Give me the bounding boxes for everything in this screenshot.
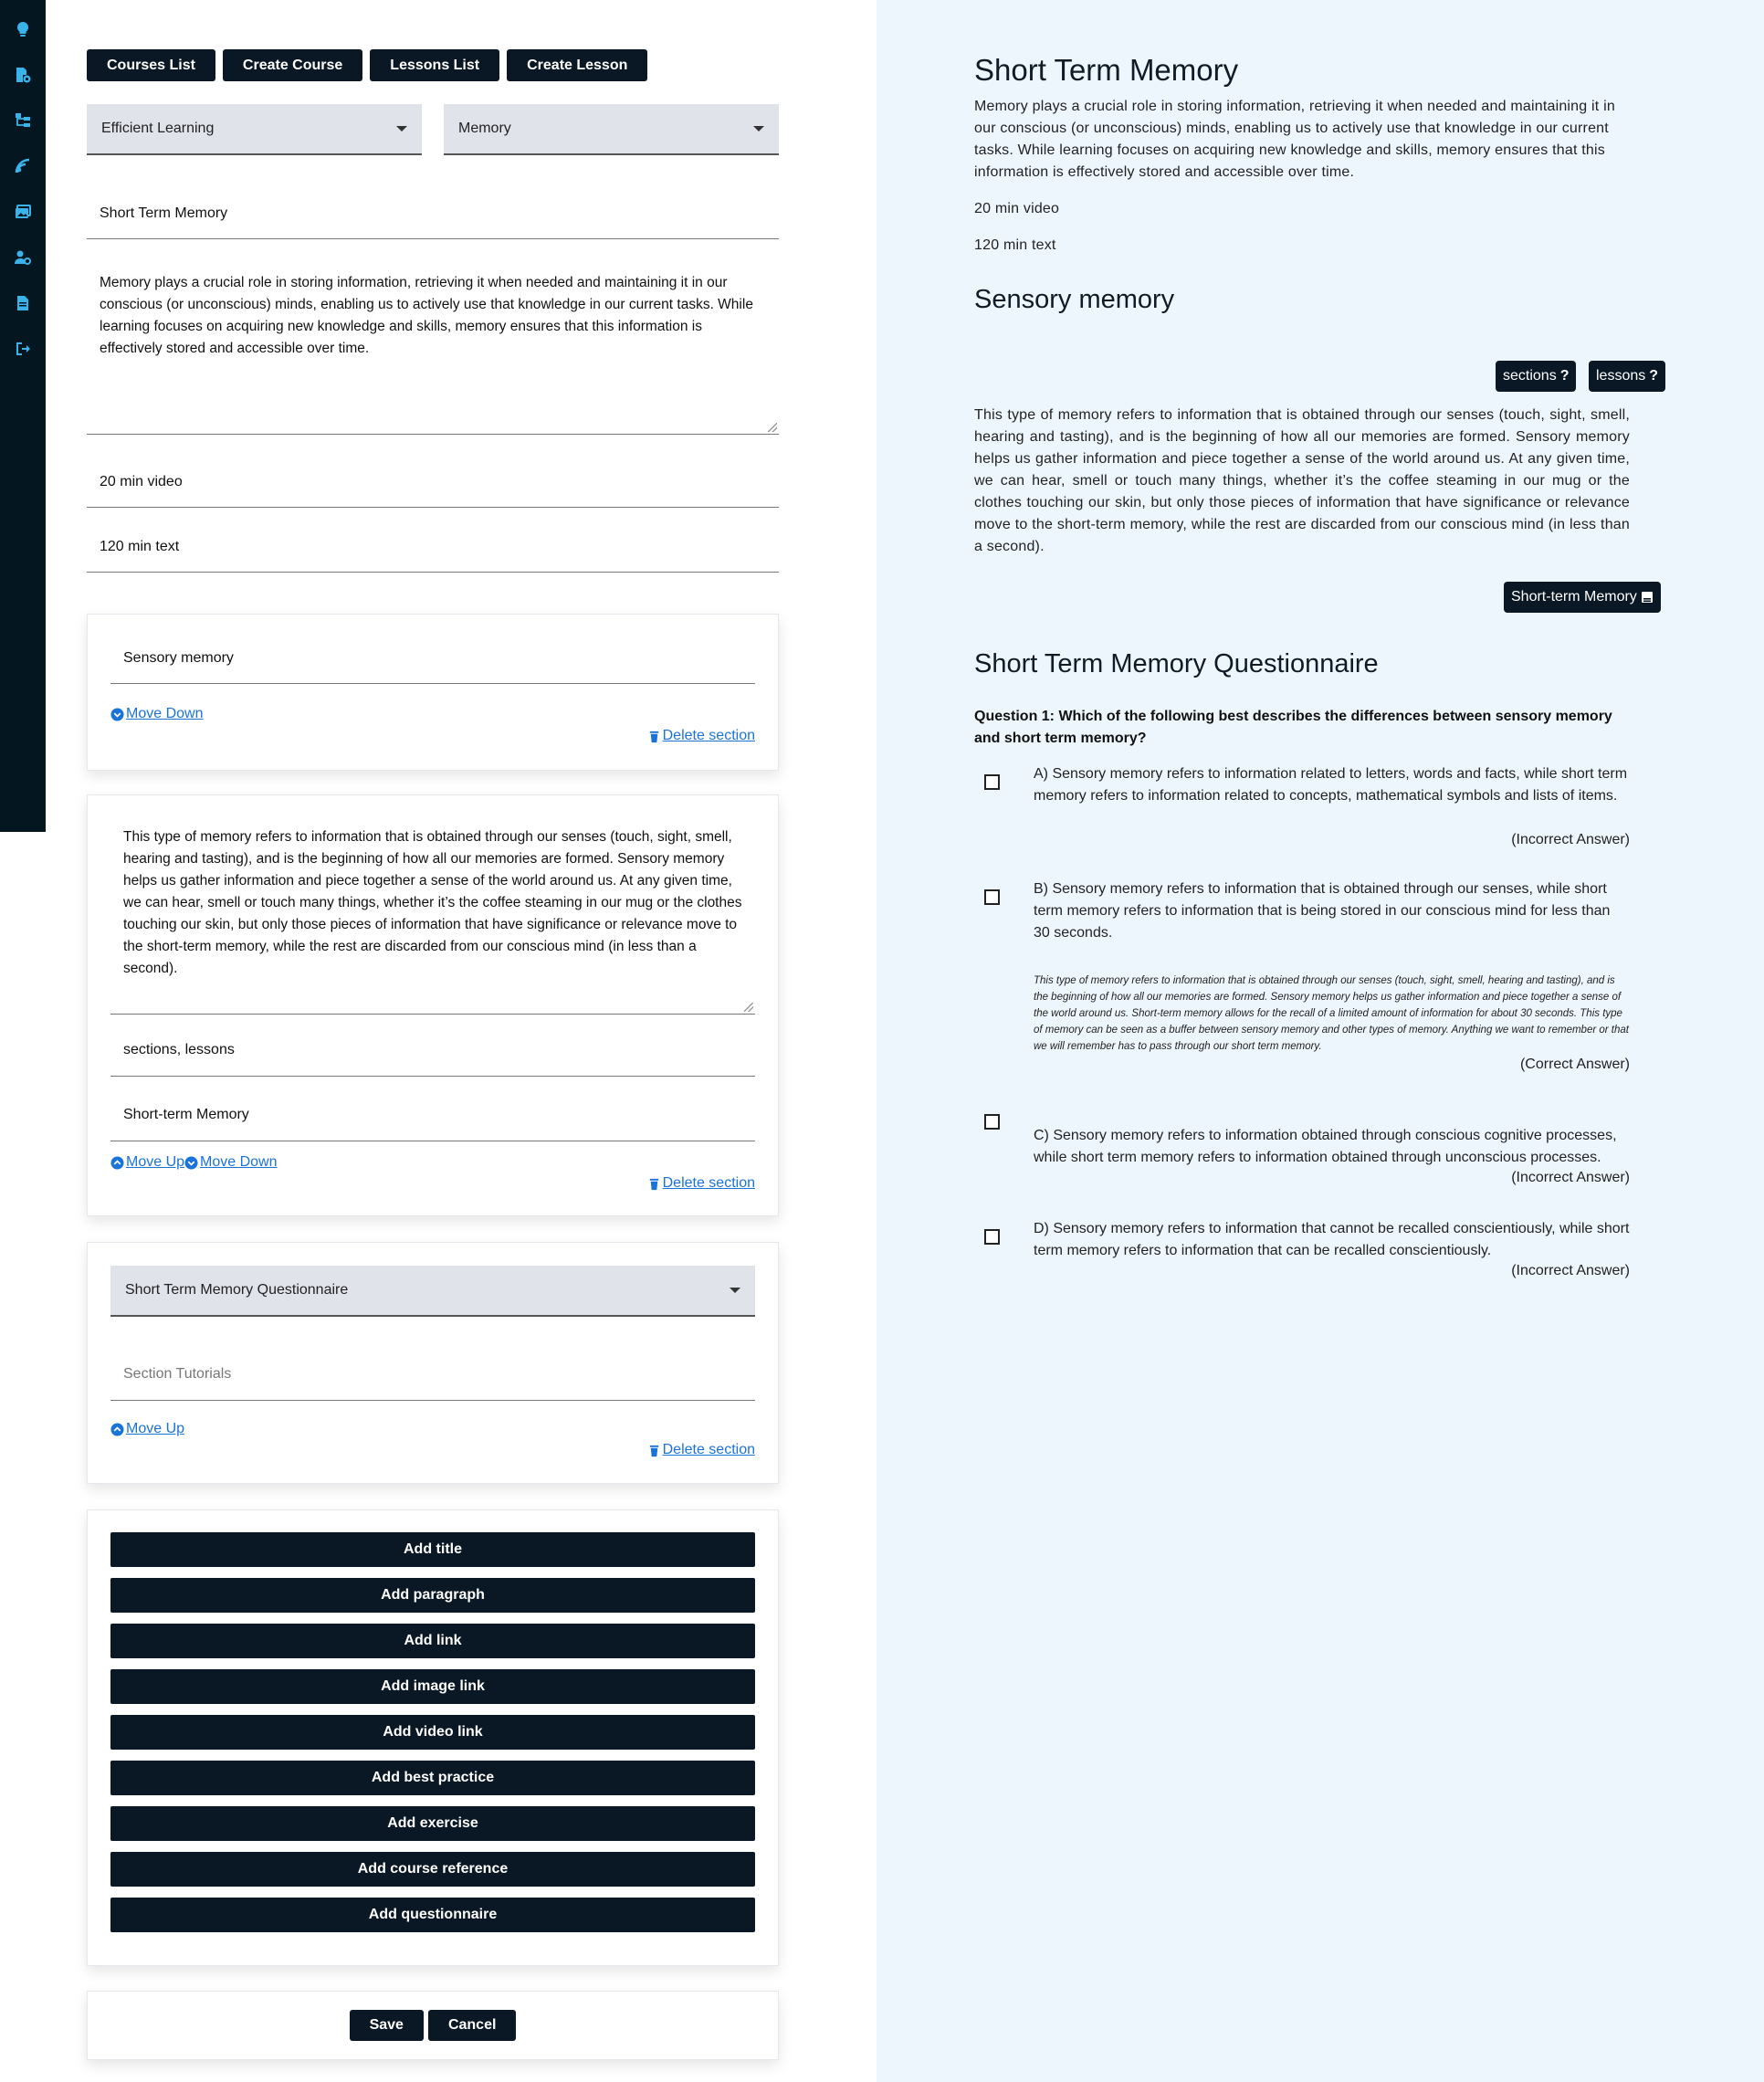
questionnaire-select[interactable] <box>110 1266 755 1317</box>
section-paragraph-value: This type of memory refers to information that is obtained through our senses (touch, sight, smell, hearing and tasting), and is the beginning of how all our memories are formed. Sensory memory helps us gather information and piece together a sense of the world around us. At any given time, we can hear, smell or touch many things, whether it’s the coffee steaming in our mug or the clothes touching our skin, but only those pieces of information that have significance or relevance move to the short-term memory, while the rest are discarded from our conscious mind (in less than a second). <box>123 829 742 976</box>
short-term-memory-link-chip[interactable] <box>1504 582 1661 613</box>
option-b-verdict: (Correct Answer) <box>1519 1057 1630 1072</box>
create-course-button[interactable]: Create Course <box>223 49 362 81</box>
cancel-button[interactable]: Cancel <box>428 2010 516 2041</box>
move-up-link[interactable] <box>110 1421 184 1437</box>
text-duration-input[interactable] <box>87 521 779 573</box>
resize-handle[interactable] <box>768 423 777 432</box>
delete-section-link[interactable] <box>647 1442 755 1458</box>
add-exercise-button[interactable]: Add exercise <box>110 1806 755 1841</box>
option-d-verdict: (Incorrect Answer) <box>1511 1263 1630 1278</box>
delete-section-label: Delete section <box>662 1175 755 1191</box>
courses-list-button[interactable]: Courses List <box>87 49 215 81</box>
course-file-icon[interactable] <box>13 65 33 85</box>
move-up-link[interactable] <box>110 1154 184 1171</box>
preview-title: Short Term Memory <box>974 53 1239 87</box>
references-input[interactable] <box>110 1024 755 1077</box>
move-down-label: Move Down <box>200 1154 278 1170</box>
section-title-value: Sensory memory <box>123 649 234 666</box>
sections-chip[interactable] <box>1496 361 1576 392</box>
question-mark-icon: ? <box>1649 368 1659 384</box>
chevron-up-circle-icon <box>110 1156 124 1170</box>
section-title-input[interactable] <box>110 633 755 684</box>
trash-icon <box>647 730 661 743</box>
question-mark-icon: ? <box>1559 368 1570 384</box>
chevron-down-circle-icon <box>110 708 124 721</box>
preview-paragraph: This type of memory refers to information that is obtained through our senses (touch, sight, smell, hearing and tasting), and is the beginning of how all our memories are formed. Sensory memory helps us gather information and piece together a sense of the world around us. At any given time, we can hear, smell or touch many things, whether it’s the coffee steaming in our mug or the clothes touching our skin, but only those pieces of information that have significance or relevance move to the short-term memory, while the rest are discarded from our conscious mind (in less than a second). <box>974 407 1630 554</box>
option-b-explanation: This type of memory refers to information that is obtained through our senses (touch, sight, smell, hearing and tasting), and is the beginning of how all our memories are formed. Sensory memory helps us gather information and piece together a sense of the world around us. Short-term memory allows for the recall of a limited amount of information for about 30 seconds. This type of memory can be seen as a buffer between sensory memory and other types of memory. Anything we want to remember or that we will remember has to pass through our short term memory. <box>1034 975 1629 1052</box>
lesson-editor <box>46 0 877 2082</box>
delete-section-link[interactable] <box>647 1175 755 1192</box>
lesson-select[interactable] <box>444 104 779 155</box>
text-duration-value: 120 min text <box>100 538 180 554</box>
move-up-label: Move Up <box>126 1154 185 1170</box>
top-nav <box>87 49 647 81</box>
lesson-description-value: Memory plays a crucial role in storing information, retrieving it when needed and maintaining it in our conscious (or unconscious) minds, enabling us to actively use that knowledge in our current tasks. While learning focuses on acquiring new knowledge and skills, memory ensures that this information is effectively stored and accessible over time. <box>100 275 753 356</box>
preview-video-duration: 20 min video <box>974 201 1060 216</box>
course-select[interactable] <box>87 104 422 155</box>
preview-text-duration: 120 min text <box>974 237 1056 253</box>
option-a-text: A) Sensory memory refers to information related to letters, words and facts, while short term memory refers to information related to concepts, mathematical symbols and lists of items. <box>1034 766 1628 804</box>
trash-icon <box>647 1444 661 1457</box>
course-select-value: Efficient Learning <box>101 121 215 136</box>
trash-icon <box>647 1177 661 1191</box>
lesson-title-value: Short Term Memory <box>100 205 228 221</box>
logout-icon[interactable] <box>13 339 33 359</box>
sidebar <box>0 0 46 832</box>
chevron-down-circle-icon <box>184 1156 198 1170</box>
user-settings-icon[interactable] <box>13 247 33 268</box>
lesson-link-icon <box>1641 591 1654 604</box>
section-card-questionnaire <box>87 1242 779 1484</box>
add-paragraph-button[interactable]: Add paragraph <box>110 1578 755 1613</box>
option-c-verdict: (Incorrect Answer) <box>1511 1170 1630 1185</box>
move-down-link[interactable] <box>110 706 203 722</box>
chevron-down-icon <box>730 1288 740 1293</box>
form-actions-card <box>87 1991 779 2060</box>
lessons-chip[interactable] <box>1589 361 1665 392</box>
section-tutorials-input[interactable] <box>110 1348 755 1401</box>
sitemap-icon[interactable] <box>13 110 33 131</box>
lesson-title-input[interactable] <box>87 188 779 239</box>
blog-icon[interactable] <box>13 156 33 176</box>
add-course-reference-button[interactable]: Add course reference <box>110 1852 755 1887</box>
link-label-value: Short-term Memory <box>123 1106 249 1122</box>
option-d-checkbox[interactable] <box>984 1229 1000 1245</box>
option-c-checkbox[interactable] <box>984 1114 1000 1130</box>
questionnaire-select-value: Short Term Memory Questionnaire <box>125 1282 349 1298</box>
section-tutorials-placeholder: Section Tutorials <box>123 1365 232 1382</box>
images-icon[interactable] <box>13 202 33 222</box>
lesson-preview <box>877 0 1764 2082</box>
add-image-link-button[interactable]: Add image link <box>110 1669 755 1704</box>
lessons-chip-label: lessons <box>1596 368 1646 384</box>
option-a-checkbox[interactable] <box>984 774 1000 790</box>
add-link-button[interactable]: Add link <box>110 1624 755 1658</box>
lesson-select-value: Memory <box>458 121 511 136</box>
delete-section-link[interactable] <box>647 728 755 744</box>
section-card-paragraph <box>87 794 779 1216</box>
preview-section-title: Sensory memory <box>974 285 1175 314</box>
preview-description: Memory plays a crucial role in storing information, retrieving it when needed and maintaining it in our conscious (or unconscious) minds, enabling us to actively use that knowledge in our current tasks. While learning focuses on acquiring new knowledge and skills, memory ensures that this information is effectively stored and accessible over time. <box>974 99 1615 180</box>
option-b-text: B) Sensory memory refers to information that is obtained through our senses, while short term memory refers to information that is being stored in our conscious mind for less than 30 seconds. <box>1034 881 1611 941</box>
save-button[interactable]: Save <box>350 2010 424 2041</box>
resize-handle[interactable] <box>744 1003 753 1012</box>
chevron-down-icon <box>753 126 764 131</box>
references-value: sections, lessons <box>123 1041 235 1057</box>
add-title-button[interactable]: Add title <box>110 1532 755 1567</box>
option-c-text: C) Sensory memory refers to information obtained through conscious cognitive processes, while short term memory refers to information obtained through unconscious processes. <box>1034 1128 1617 1165</box>
chevron-up-circle-icon <box>110 1423 124 1436</box>
link-label-input[interactable] <box>110 1088 755 1141</box>
add-section-card <box>87 1509 779 1966</box>
delete-section-label: Delete section <box>662 1442 755 1457</box>
video-duration-input[interactable] <box>87 457 779 508</box>
move-controls <box>110 1154 278 1171</box>
add-best-practice-button[interactable]: Add best practice <box>110 1761 755 1795</box>
questionnaire-title: Short Term Memory Questionnaire <box>974 649 1379 678</box>
option-d-text: D) Sensory memory refers to information that cannot be recalled conscientiously, while short term memory refers to information that can be recalled conscientiously. <box>1034 1221 1630 1258</box>
document-icon[interactable] <box>13 293 33 313</box>
option-b-checkbox[interactable] <box>984 889 1000 905</box>
lesson-description-textarea[interactable] <box>87 259 779 435</box>
section-card-title <box>87 614 779 771</box>
move-down-link[interactable] <box>184 1154 277 1171</box>
question-text: Question 1: Which of the following best describes the differences between sensory memory and short term memory? <box>974 709 1612 746</box>
link-chip-label: Short-term Memory <box>1511 589 1637 605</box>
move-down-label: Move Down <box>126 706 204 721</box>
add-questionnaire-button[interactable]: Add questionnaire <box>110 1898 755 1932</box>
move-up-label: Move Up <box>126 1421 185 1436</box>
create-lesson-button[interactable]: Create Lesson <box>507 49 647 81</box>
option-a-verdict: (Incorrect Answer) <box>1511 832 1630 847</box>
chevron-down-icon <box>396 126 407 131</box>
delete-section-label: Delete section <box>662 728 755 743</box>
section-paragraph-textarea[interactable] <box>110 814 755 1015</box>
lightbulb-icon[interactable] <box>13 19 33 39</box>
sections-chip-label: sections <box>1503 368 1557 384</box>
video-duration-value: 20 min video <box>100 473 183 489</box>
add-video-link-button[interactable]: Add video link <box>110 1715 755 1750</box>
lessons-list-button[interactable]: Lessons List <box>370 49 499 81</box>
